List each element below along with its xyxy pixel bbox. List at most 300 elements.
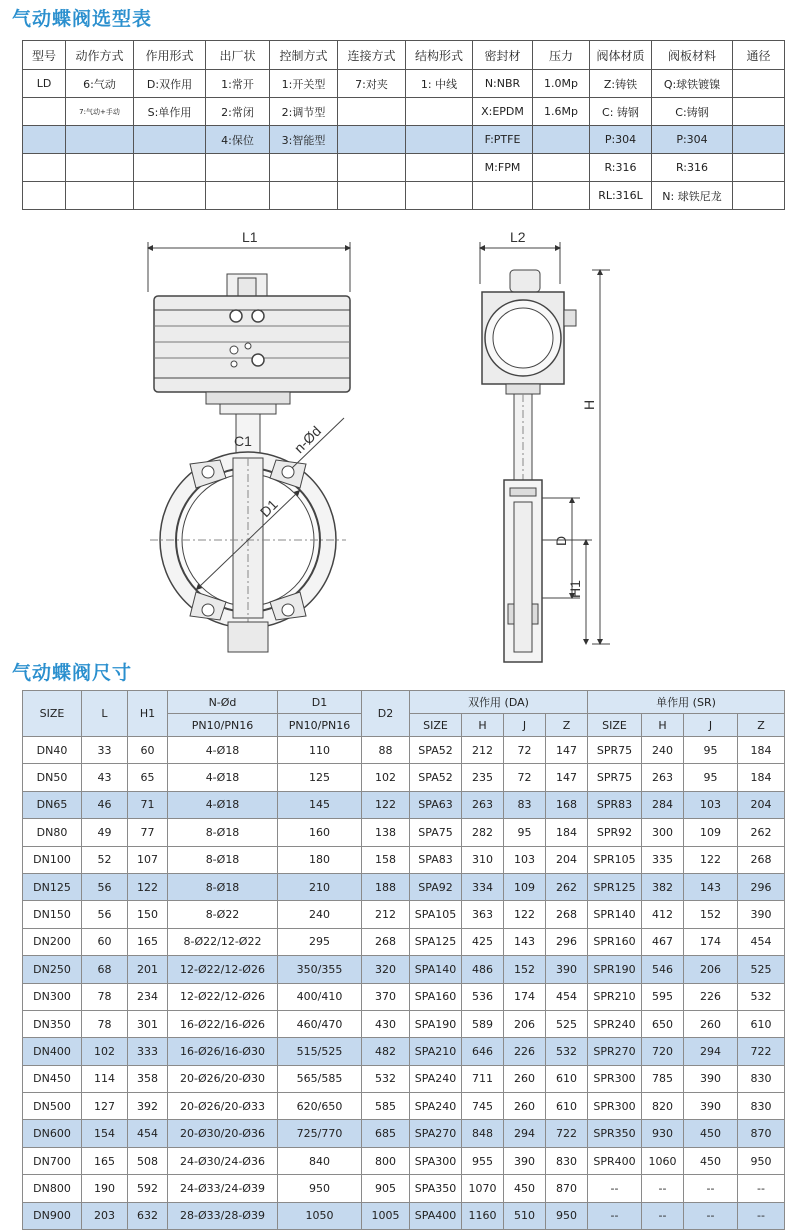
dimensions-cell: 425 (462, 928, 504, 955)
dimensions-cell: 296 (546, 928, 588, 955)
dimensions-cell: 830 (738, 1093, 785, 1120)
dimensions-cell: 203 (82, 1202, 128, 1229)
col-d1-sub: PN10/PN16 (278, 714, 362, 737)
dimensions-cell: SPA190 (410, 1010, 462, 1037)
dimensions-cell: 210 (278, 873, 362, 900)
dimensions-cell: 4-Ø18 (168, 764, 278, 791)
dimensions-cell: 1060 (642, 1147, 684, 1174)
dimensions-subheader-cell: SIZE (588, 714, 642, 737)
dimensions-cell: 284 (642, 791, 684, 818)
selection-cell (134, 182, 206, 210)
selection-cell: P:304 (590, 126, 652, 154)
selection-row (23, 154, 785, 182)
selection-cell (338, 126, 406, 154)
dimensions-cell: 145 (278, 791, 362, 818)
dimensions-row (23, 1010, 785, 1037)
label-d1: D1 (256, 496, 281, 521)
selection-cell: 4:保位 (206, 126, 270, 154)
dimensions-cell: 830 (546, 1147, 588, 1174)
selection-cell: 3:智能型 (270, 126, 338, 154)
dimensions-cell: 532 (738, 983, 785, 1010)
dimensions-row (23, 1175, 785, 1202)
dimensions-cell: DN80 (23, 819, 82, 846)
selection-cell: N:NBR (473, 70, 533, 98)
dimensions-cell: 12-Ø22/12-Ø26 (168, 956, 278, 983)
selection-cell (533, 182, 590, 210)
dimensions-cell: 147 (546, 764, 588, 791)
dimensions-subheader-cell: H (462, 714, 504, 737)
dimensions-cell: 363 (462, 901, 504, 928)
dimensions-cell: SPA92 (410, 873, 462, 900)
dimensions-cell: 294 (684, 1038, 738, 1065)
dimensions-cell: SPR75 (588, 737, 642, 764)
dimensions-cell: 102 (362, 764, 410, 791)
dimensions-cell: 745 (462, 1093, 504, 1120)
dimensions-row (23, 901, 785, 928)
dimensions-cell: 450 (504, 1175, 546, 1202)
dimensions-cell: 390 (546, 956, 588, 983)
dimensions-cell: 206 (504, 1010, 546, 1037)
dimensions-cell: 930 (642, 1120, 684, 1147)
dimensions-cell: 110 (278, 737, 362, 764)
dimensions-row (23, 873, 785, 900)
dimensions-cell: 296 (738, 873, 785, 900)
dimensions-cell: SPA270 (410, 1120, 462, 1147)
selection-cell (66, 154, 134, 182)
dimensions-cell: SPR92 (588, 819, 642, 846)
selection-cell (338, 98, 406, 126)
dimensions-subheader-cell: SIZE (410, 714, 462, 737)
dimensions-cell: 12-Ø22/12-Ø26 (168, 983, 278, 1010)
dimensions-cell: SPA350 (410, 1175, 462, 1202)
selection-cell (733, 154, 785, 182)
dimensions-cell: 720 (642, 1038, 684, 1065)
dimensions-cell: 8-Ø18 (168, 873, 278, 900)
dimensions-cell: 168 (546, 791, 588, 818)
selection-title: 气动蝶阀选型表 (12, 8, 153, 30)
dimensions-cell: 589 (462, 1010, 504, 1037)
dimensions-cell: 450 (684, 1147, 738, 1174)
selection-cell: 7:对夹 (338, 70, 406, 98)
dimensions-cell: 16-Ø22/16-Ø26 (168, 1010, 278, 1037)
dimensions-row (23, 956, 785, 983)
dimensions-cell: 240 (642, 737, 684, 764)
dimensions-cell: 143 (504, 928, 546, 955)
selection-row (23, 70, 785, 98)
dimensions-cell: 114 (82, 1065, 128, 1092)
dimensions-cell: SPA63 (410, 791, 462, 818)
selection-cell (23, 98, 66, 126)
selection-cell: RL:316L (590, 182, 652, 210)
dimensions-cell: 711 (462, 1065, 504, 1092)
dimensions-cell: 334 (462, 873, 504, 900)
dimensions-cell: 390 (504, 1147, 546, 1174)
dimensions-cell: 20-Ø26/20-Ø30 (168, 1065, 278, 1092)
dimensions-cell: 295 (278, 928, 362, 955)
col-l: L (82, 691, 128, 737)
dimensions-cell: SPA210 (410, 1038, 462, 1065)
selection-cell (406, 126, 473, 154)
selection-cell (206, 154, 270, 182)
label-h: H (581, 399, 597, 410)
selection-cell: LD (23, 70, 66, 98)
selection-cell: D:双作用 (134, 70, 206, 98)
dimensions-cell: DN125 (23, 873, 82, 900)
dimensions-cell: 390 (684, 1093, 738, 1120)
dimensions-cell: 122 (504, 901, 546, 928)
dimensions-cell: 390 (738, 901, 785, 928)
dimensions-cell: 370 (362, 983, 410, 1010)
dimensions-cell: 1050 (278, 1202, 362, 1229)
valve-drawing (130, 222, 610, 662)
dimensions-cell: 460/470 (278, 1010, 362, 1037)
dimensions-cell: 88 (362, 737, 410, 764)
dimensions-cell: SPR105 (588, 846, 642, 873)
dimensions-cell: -- (642, 1175, 684, 1202)
selection-cell (23, 182, 66, 210)
dimensions-cell: 56 (82, 873, 128, 900)
dimensions-cell: 950 (738, 1147, 785, 1174)
dimensions-row (23, 1147, 785, 1174)
dimensions-cell: DN500 (23, 1093, 82, 1120)
dimensions-cell: 620/650 (278, 1093, 362, 1120)
selection-table (22, 40, 785, 210)
label-nd: n-Ød (290, 422, 325, 457)
dimensions-cell: 143 (684, 873, 738, 900)
selection-cell (270, 182, 338, 210)
selection-cell (338, 182, 406, 210)
selection-cell (134, 154, 206, 182)
dimensions-cell: SPR300 (588, 1065, 642, 1092)
dimensions-cell: 204 (738, 791, 785, 818)
selection-cell (66, 126, 134, 154)
dimensions-cell: 184 (738, 737, 785, 764)
dimensions-cell: -- (642, 1202, 684, 1229)
selection-row (23, 126, 785, 154)
label-c1: C1 (234, 433, 252, 449)
dimensions-cell: 515/525 (278, 1038, 362, 1065)
dimensions-cell: 72 (504, 764, 546, 791)
dimensions-cell: 870 (546, 1175, 588, 1202)
dimensions-cell: 147 (546, 737, 588, 764)
dimensions-cell: 400/410 (278, 983, 362, 1010)
side-view (480, 242, 610, 662)
dimensions-subheader-cell: Z (546, 714, 588, 737)
dimensions-cell: 536 (462, 983, 504, 1010)
selection-cell: 1.6Mp (533, 98, 590, 126)
selection-cell: 1.0Mp (533, 70, 590, 98)
dimensions-cell: 722 (738, 1038, 785, 1065)
dimensions-cell: 174 (684, 928, 738, 955)
selection-cell: 6:气动 (66, 70, 134, 98)
dimensions-cell: 52 (82, 846, 128, 873)
dimensions-cell: 335 (642, 846, 684, 873)
dimensions-cell: 71 (128, 791, 168, 818)
dimensions-cell: 102 (82, 1038, 128, 1065)
dimensions-cell: SPA105 (410, 901, 462, 928)
dimensions-cell: 450 (684, 1120, 738, 1147)
dimensions-row (23, 846, 785, 873)
selection-header-cell: 控制方式 (270, 41, 338, 70)
col-group-da: 双作用 (DA) (410, 691, 588, 714)
dimensions-cell: DN600 (23, 1120, 82, 1147)
selection-cell: 1:常开 (206, 70, 270, 98)
dimensions-cell: 610 (738, 1010, 785, 1037)
dimensions-cell: DN450 (23, 1065, 82, 1092)
selection-header-cell: 动作方式 (66, 41, 134, 70)
selection-cell (270, 154, 338, 182)
dimensions-cell: 382 (642, 873, 684, 900)
dimensions-cell: 350/355 (278, 956, 362, 983)
selection-cell (406, 154, 473, 182)
dimensions-cell: SPA125 (410, 928, 462, 955)
selection-cell: C: 铸钢 (590, 98, 652, 126)
dimensions-cell: 840 (278, 1147, 362, 1174)
dimensions-row (23, 737, 785, 764)
selection-cell: 2:调节型 (270, 98, 338, 126)
dimensions-cell: 950 (278, 1175, 362, 1202)
dimensions-cell: 72 (504, 737, 546, 764)
dimensions-cell: 454 (546, 983, 588, 1010)
selection-cell (23, 126, 66, 154)
dimensions-cell: 8-Ø22 (168, 901, 278, 928)
dimensions-cell: 467 (642, 928, 684, 955)
dimensions-cell: 8-Ø18 (168, 846, 278, 873)
dimensions-cell: DN150 (23, 901, 82, 928)
dimensions-cell: 830 (738, 1065, 785, 1092)
col-d2: D2 (362, 691, 410, 737)
selection-cell (406, 182, 473, 210)
dimensions-cell: 848 (462, 1120, 504, 1147)
dimensions-cell: SPR240 (588, 1010, 642, 1037)
dimensions-subheader-cell: J (504, 714, 546, 737)
dimensions-cell: 722 (546, 1120, 588, 1147)
dimensions-cell: 49 (82, 819, 128, 846)
dimensions-cell: SPA52 (410, 737, 462, 764)
dimensions-cell: DN900 (23, 1202, 82, 1229)
dimensions-cell: SPR300 (588, 1093, 642, 1120)
dimensions-cell: 190 (82, 1175, 128, 1202)
dimensions-cell: 565/585 (278, 1065, 362, 1092)
dimensions-cell: SPR140 (588, 901, 642, 928)
dimensions-subheader-cell: J (684, 714, 738, 737)
dimensions-cell: 95 (684, 737, 738, 764)
dimensions-row (23, 819, 785, 846)
dimensions-cell: SPA240 (410, 1065, 462, 1092)
dimensions-cell: 905 (362, 1175, 410, 1202)
dimensions-cell: 234 (128, 983, 168, 1010)
dimensions-cell: 201 (128, 956, 168, 983)
selection-cell: 1: 中线 (406, 70, 473, 98)
label-d: D (553, 535, 569, 546)
dimensions-cell: 650 (642, 1010, 684, 1037)
dimensions-cell: 262 (546, 873, 588, 900)
dimensions-cell: SPA160 (410, 983, 462, 1010)
dimensions-cell: 56 (82, 901, 128, 928)
selection-cell (733, 126, 785, 154)
dimensions-cell: 212 (362, 901, 410, 928)
selection-cell: Q:球铁镀镍 (652, 70, 733, 98)
dimensions-cell: 785 (642, 1065, 684, 1092)
dimensions-cell: DN40 (23, 737, 82, 764)
dimensions-cell: 138 (362, 819, 410, 846)
dimensions-cell: 390 (684, 1065, 738, 1092)
selection-cell: P:304 (652, 126, 733, 154)
dimensions-row (23, 1093, 785, 1120)
selection-header-cell: 型号 (23, 41, 66, 70)
selection-cell: 1:开关型 (270, 70, 338, 98)
selection-header-cell: 通径 (733, 41, 785, 70)
label-l2: L2 (510, 229, 526, 245)
dimensions-cell: 95 (684, 764, 738, 791)
col-size: SIZE (23, 691, 82, 737)
selection-cell: N: 球铁尼龙 (652, 182, 733, 210)
dimensions-cell: 184 (546, 819, 588, 846)
dimensions-cell: 43 (82, 764, 128, 791)
selection-cell: R:316 (590, 154, 652, 182)
dimensions-cell: 65 (128, 764, 168, 791)
selection-cell (733, 98, 785, 126)
dimensions-cell: SPA83 (410, 846, 462, 873)
dimensions-cell: 226 (684, 983, 738, 1010)
dimensions-cell: 454 (128, 1120, 168, 1147)
dimensions-cell: DN65 (23, 791, 82, 818)
dimensions-subheader-cell: H (642, 714, 684, 737)
dimensions-cell: 77 (128, 819, 168, 846)
dimensions-row (23, 764, 785, 791)
dimensions-cell: 532 (362, 1065, 410, 1092)
dimensions-cell: 510 (504, 1202, 546, 1229)
dimensions-cell: 430 (362, 1010, 410, 1037)
dimensions-cell: SPR83 (588, 791, 642, 818)
dimensions-row (23, 1065, 785, 1092)
selection-row (23, 98, 785, 126)
dimensions-cell: 268 (546, 901, 588, 928)
dimensions-cell: 268 (738, 846, 785, 873)
dimensions-cell: 525 (546, 1010, 588, 1037)
dimensions-cell: 4-Ø18 (168, 737, 278, 764)
dimensions-cell: 16-Ø26/16-Ø30 (168, 1038, 278, 1065)
dimensions-cell: -- (738, 1175, 785, 1202)
dimensions-cell: SPR190 (588, 956, 642, 983)
selection-cell: S:单作用 (134, 98, 206, 126)
dimensions-cell: 546 (642, 956, 684, 983)
dimensions-cell: 122 (128, 873, 168, 900)
dimensions-cell: 595 (642, 983, 684, 1010)
dimensions-cell: 950 (546, 1202, 588, 1229)
dimensions-cell: 1005 (362, 1202, 410, 1229)
dimensions-cell: 1070 (462, 1175, 504, 1202)
selection-cell: R:316 (652, 154, 733, 182)
selection-cell: F:PTFE (473, 126, 533, 154)
dimensions-cell: 188 (362, 873, 410, 900)
dimensions-cell: 78 (82, 983, 128, 1010)
selection-cell (406, 98, 473, 126)
dimensions-cell: DN250 (23, 956, 82, 983)
dimensions-cell: SPR75 (588, 764, 642, 791)
col-nd: N-Ød (168, 691, 278, 714)
selection-cell (66, 182, 134, 210)
dimensions-cell: SPR210 (588, 983, 642, 1010)
selection-cell: X:EPDM (473, 98, 533, 126)
dimensions-cell: 333 (128, 1038, 168, 1065)
dimensions-cell: 103 (684, 791, 738, 818)
dimensions-cell: 320 (362, 956, 410, 983)
dimensions-cell: SPR125 (588, 873, 642, 900)
dimensions-cell: 610 (546, 1065, 588, 1092)
selection-cell (533, 154, 590, 182)
dimensions-cell: 610 (546, 1093, 588, 1120)
dimensions-cell: 165 (82, 1147, 128, 1174)
dimensions-cell: DN800 (23, 1175, 82, 1202)
col-nd-sub: PN10/PN16 (168, 714, 278, 737)
dimensions-cell: 260 (504, 1093, 546, 1120)
selection-header-cell: 压力 (533, 41, 590, 70)
dimensions-cell: 282 (462, 819, 504, 846)
dimensions-cell: 152 (684, 901, 738, 928)
selection-cell: Z:铸铁 (590, 70, 652, 98)
dimensions-cell: 226 (504, 1038, 546, 1065)
dimensions-cell: 125 (278, 764, 362, 791)
dimensions-cell: DN400 (23, 1038, 82, 1065)
dimensions-cell: 301 (128, 1010, 168, 1037)
dimensions-cell: 240 (278, 901, 362, 928)
dimensions-cell: SPA300 (410, 1147, 462, 1174)
dimensions-cell: 8-Ø22/12-Ø22 (168, 928, 278, 955)
dimensions-cell: 632 (128, 1202, 168, 1229)
selection-cell (473, 182, 533, 210)
dimensions-cell: 260 (504, 1065, 546, 1092)
dimensions-row (23, 1202, 785, 1229)
dimensions-cell: 107 (128, 846, 168, 873)
dimensions-cell: 174 (504, 983, 546, 1010)
selection-cell: 7:气动+手动 (66, 98, 134, 126)
dimensions-cell: 28-Ø33/28-Ø39 (168, 1202, 278, 1229)
dimensions-cell: -- (588, 1175, 642, 1202)
selection-header-cell: 密封材 (473, 41, 533, 70)
dimensions-cell: 184 (738, 764, 785, 791)
dimensions-cell: 122 (684, 846, 738, 873)
dimensions-cell: SPA140 (410, 956, 462, 983)
dimensions-cell: SPA240 (410, 1093, 462, 1120)
dimensions-cell: 592 (128, 1175, 168, 1202)
col-group-sr: 单作用 (SR) (588, 691, 785, 714)
dimensions-cell: 103 (504, 846, 546, 873)
dimensions-cell: 154 (82, 1120, 128, 1147)
dimensions-cell: 20-Ø26/20-Ø33 (168, 1093, 278, 1120)
dimensions-cell: 392 (128, 1093, 168, 1120)
dimensions-title: 气动蝶阀尺寸 (12, 662, 133, 684)
dimensions-cell: DN50 (23, 764, 82, 791)
dimensions-cell: 152 (504, 956, 546, 983)
dimensions-cell: DN350 (23, 1010, 82, 1037)
dimensions-cell: 212 (462, 737, 504, 764)
selection-cell (206, 182, 270, 210)
dimensions-cell: DN200 (23, 928, 82, 955)
dimensions-cell: 46 (82, 791, 128, 818)
selection-cell (338, 154, 406, 182)
dimensions-row (23, 983, 785, 1010)
dimensions-cell: 263 (462, 791, 504, 818)
dimensions-cell: 454 (738, 928, 785, 955)
dimensions-cell: 482 (362, 1038, 410, 1065)
dimensions-cell: 532 (546, 1038, 588, 1065)
dimensions-cell: 685 (362, 1120, 410, 1147)
dimensions-cell: 60 (82, 928, 128, 955)
dimensions-cell: DN100 (23, 846, 82, 873)
dimensions-cell: 8-Ø18 (168, 819, 278, 846)
dimensions-table (22, 690, 785, 1230)
